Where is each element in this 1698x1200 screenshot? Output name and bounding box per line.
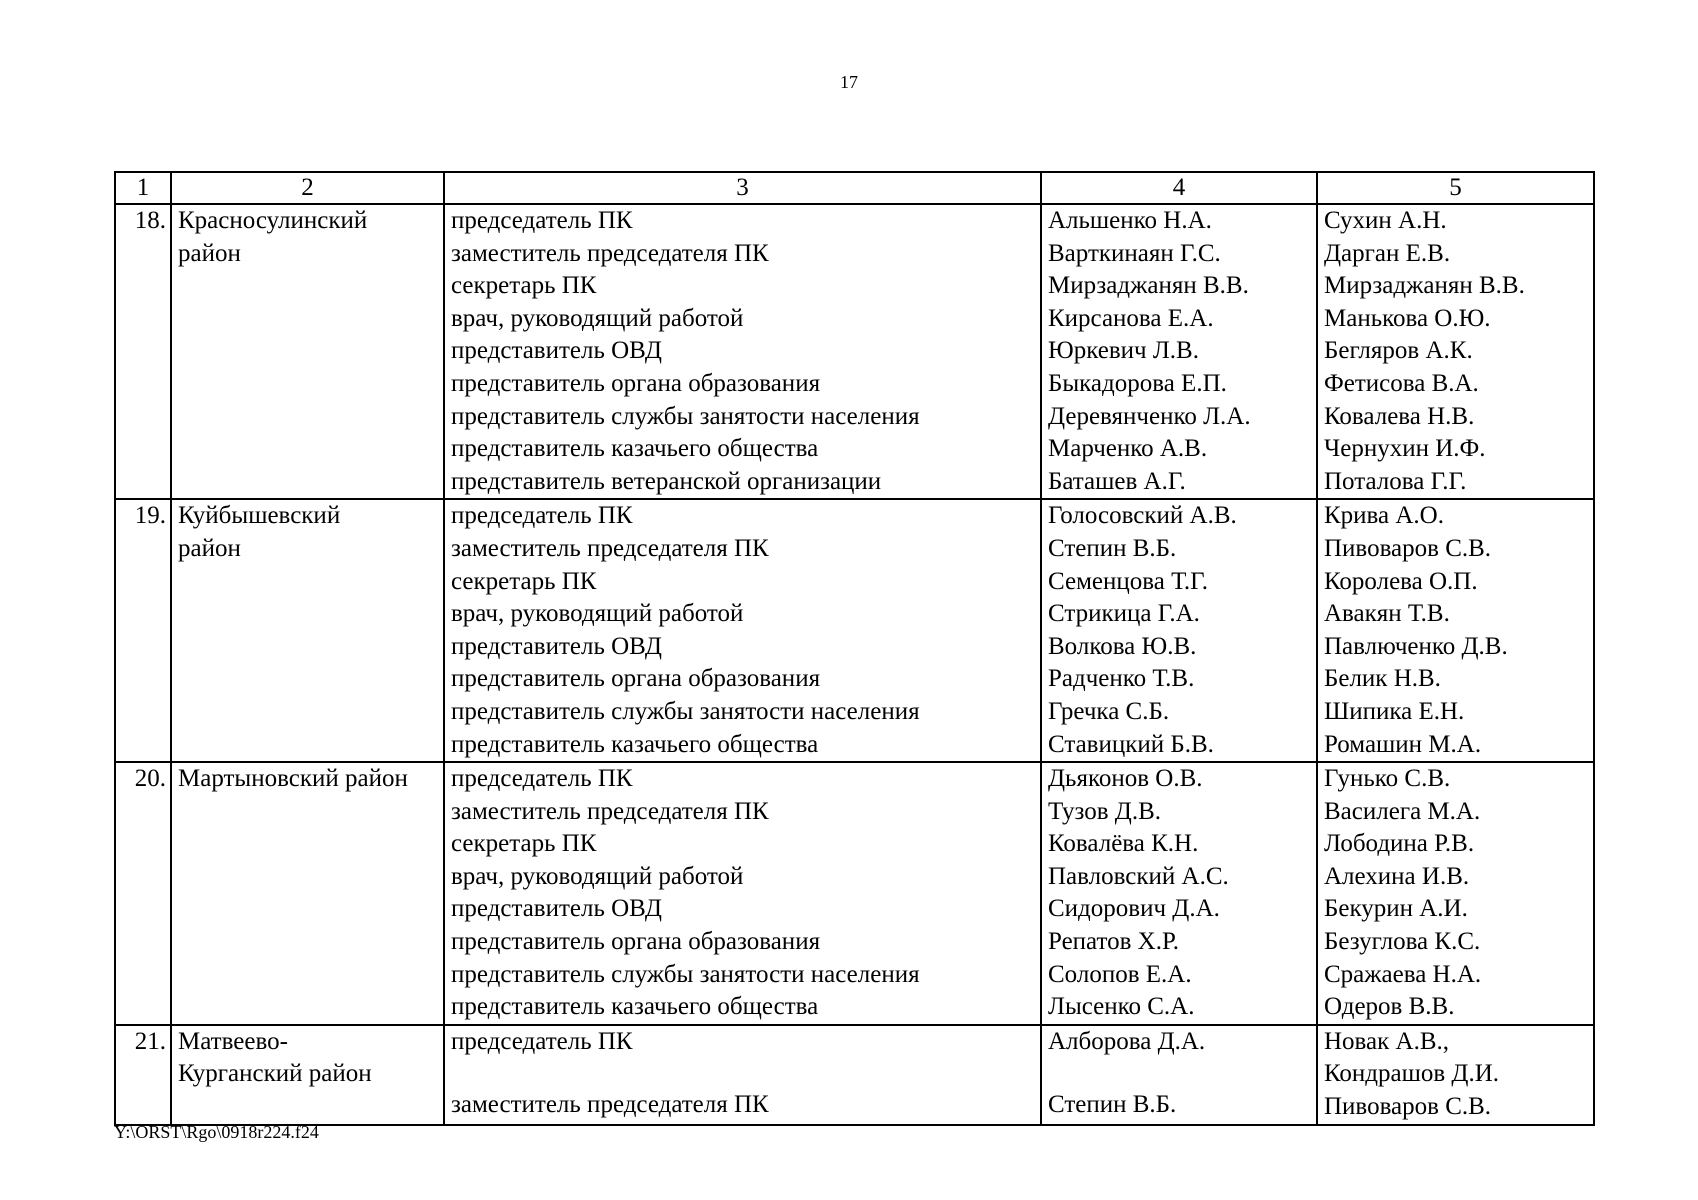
table-row [115, 762, 1594, 1025]
role-line: представитель органа образования [451, 928, 821, 956]
role-line: представитель ОВД [451, 895, 662, 923]
district-line: Красносулинский [178, 207, 368, 234]
reserves-cell [1317, 204, 1594, 499]
member-line: Быкадорова Е.П. [1048, 369, 1227, 397]
role-line: председатель ПК [451, 765, 633, 793]
reserve-line: Бекурин А.И. [1324, 895, 1468, 923]
role-line: представитель службы занятости населения [451, 402, 920, 430]
member-line: Голосовский А.В. [1048, 502, 1237, 530]
table-row [115, 204, 1594, 499]
district-line: Матвеево- [178, 1027, 288, 1055]
reserve-line: Авакян Т.В. [1324, 600, 1450, 628]
members-cell [1041, 1025, 1317, 1125]
reserve-line: Пивоваров С.В. [1324, 534, 1492, 562]
role-line: секретарь ПК [451, 830, 597, 858]
members-cell [1041, 204, 1317, 499]
reserves-cell [1317, 762, 1594, 1025]
member-line: Баташев А.Г. [1048, 467, 1186, 495]
row-number: 19. [115, 499, 171, 762]
district-line: Мартыновский район [178, 765, 408, 793]
reserve-line: Одеров В.В. [1324, 993, 1455, 1021]
reserve-line: Лободина Р.В. [1324, 830, 1475, 858]
member-line: Волкова Ю.В. [1048, 632, 1197, 660]
member-line: Солопов Е.А. [1048, 960, 1192, 988]
district-cell [171, 499, 444, 762]
column-header: 4 [1041, 172, 1317, 204]
member-line: Радченко Т.В. [1048, 665, 1195, 693]
reserve-line: Бегляров А.К. [1324, 337, 1473, 365]
role-line: заместитель председателя ПК [451, 797, 769, 825]
role-line: представитель ОВД [451, 632, 662, 660]
member-line: Юркевич Л.В. [1048, 337, 1199, 365]
member-line: Марченко А.В. [1048, 435, 1208, 463]
page-number: 17 [840, 72, 858, 92]
district-line: район [178, 534, 241, 562]
members-cell [1041, 762, 1317, 1025]
reserve-line: Поталова Г.Г. [1324, 467, 1467, 495]
district-line: Курганский район [178, 1060, 372, 1088]
row-number: 18. [115, 204, 171, 499]
member-line: Стрикица Г.А. [1048, 600, 1200, 628]
role-line: представитель органа образования [451, 665, 821, 693]
member-line: Сидорович Д.А. [1048, 895, 1220, 923]
member-line: Репатов Х.Р. [1048, 928, 1179, 956]
role-line: представитель службы занятости населения [451, 697, 920, 725]
roles-cell [444, 762, 1041, 1025]
member-line: Гречка С.Б. [1048, 697, 1170, 725]
table-row [115, 1025, 1594, 1125]
district-line: Куйбышевский [178, 502, 341, 530]
reserve-line: Павлюченко Д.В. [1324, 632, 1508, 660]
role-line: председатель ПК [451, 207, 633, 234]
member-line: Семенцова Т.Г. [1048, 567, 1208, 595]
reserve-line: Пивоваров С.В. [1324, 1093, 1492, 1121]
role-line-empty [451, 1058, 1034, 1089]
reserves-cell [1317, 499, 1594, 762]
reserve-line: Королева О.П. [1324, 567, 1478, 595]
row-number: 20. [115, 762, 171, 1025]
reserve-line: Манькова О.Ю. [1324, 304, 1491, 332]
district-cell [171, 1025, 444, 1125]
reserve-line: Белик Н.В. [1324, 665, 1441, 693]
member-line: Степин В.Б. [1048, 1091, 1177, 1119]
role-line: представитель казачьего общества [451, 435, 819, 463]
reserve-line: Крива А.О. [1324, 502, 1444, 530]
file-path-footer: Y:\ORST\Rgo\0918r224.f24 [114, 1122, 319, 1142]
members-cell [1041, 499, 1317, 762]
reserve-line: Гунько С.В. [1324, 765, 1451, 793]
member-line: Кирсанова Е.А. [1048, 304, 1214, 332]
role-line: врач, руководящий работой [451, 862, 744, 890]
member-line: Лысенко С.А. [1048, 993, 1195, 1021]
role-line: представитель ОВД [451, 337, 662, 365]
reserve-line: Ромашин М.А. [1324, 730, 1482, 758]
member-line: Деревянченко Л.А. [1048, 402, 1251, 430]
member-line: Ковалёва К.Н. [1048, 830, 1199, 858]
reserve-line: Безуглова К.С. [1324, 928, 1481, 956]
roles-cell [444, 204, 1041, 499]
column-header: 2 [171, 172, 444, 204]
role-line: врач, руководящий работой [451, 600, 744, 628]
role-line: заместитель председателя ПК [451, 1091, 769, 1119]
reserve-line: Дарган Е.В. [1324, 239, 1451, 267]
reserve-line: Алехина И.В. [1324, 862, 1470, 890]
reserve-line: Мирзаджанян В.В. [1324, 272, 1525, 300]
reserve-line: Фетисова В.А. [1324, 369, 1479, 397]
member-line: Алборова Д.А. [1048, 1027, 1206, 1055]
district-cell [171, 762, 444, 1025]
role-line: представитель казачьего общества [451, 730, 819, 758]
column-header: 3 [444, 172, 1041, 204]
role-line: представитель казачьего общества [451, 993, 819, 1021]
member-line: Дьяконов О.В. [1048, 765, 1203, 793]
role-line: представитель службы занятости населения [451, 960, 920, 988]
reserve-line: Сражаева Н.А. [1324, 960, 1482, 988]
reserve-line: Чернухин И.Ф. [1324, 435, 1486, 463]
member-line: Варткинаян Г.С. [1048, 239, 1221, 267]
role-line: представитель органа образования [451, 369, 821, 397]
reserve-line: Сухин А.Н. [1324, 207, 1447, 234]
role-line: председатель ПК [451, 502, 633, 530]
column-header: 5 [1317, 172, 1594, 204]
member-line: Ставицкий Б.В. [1048, 730, 1214, 758]
commission-table [114, 171, 1595, 1126]
column-header: 1 [115, 172, 171, 204]
reserve-line: Шипика Е.Н. [1324, 697, 1465, 725]
role-line: заместитель председателя ПК [451, 534, 769, 562]
row-number: 21. [115, 1025, 171, 1125]
member-line: Павловский А.С. [1048, 862, 1229, 890]
district-line: район [178, 239, 241, 267]
reserves-cell [1317, 1025, 1594, 1125]
role-line: врач, руководящий работой [451, 304, 744, 332]
roles-cell [444, 499, 1041, 762]
role-line: секретарь ПК [451, 272, 597, 300]
reserve-line: Кондрашов Д.И. [1324, 1060, 1500, 1088]
role-line: председатель ПК [451, 1027, 633, 1055]
role-line: секретарь ПК [451, 567, 597, 595]
reserve-line: Ковалева Н.В. [1324, 402, 1475, 430]
member-line-empty [1048, 1058, 1310, 1089]
table-header-row [115, 172, 1594, 204]
roles-cell [444, 1025, 1041, 1125]
district-cell [171, 204, 444, 499]
member-line: Тузов Д.В. [1048, 797, 1162, 825]
member-line: Альшенко Н.А. [1048, 207, 1212, 234]
reserve-line: Василега М.А. [1324, 797, 1481, 825]
member-line: Степин В.Б. [1048, 534, 1177, 562]
reserve-line: Новак А.В., [1324, 1027, 1449, 1055]
table-row [115, 499, 1594, 762]
role-line: представитель ветеранской организации [451, 467, 882, 495]
role-line: заместитель председателя ПК [451, 239, 769, 267]
member-line: Мирзаджанян В.В. [1048, 272, 1249, 300]
